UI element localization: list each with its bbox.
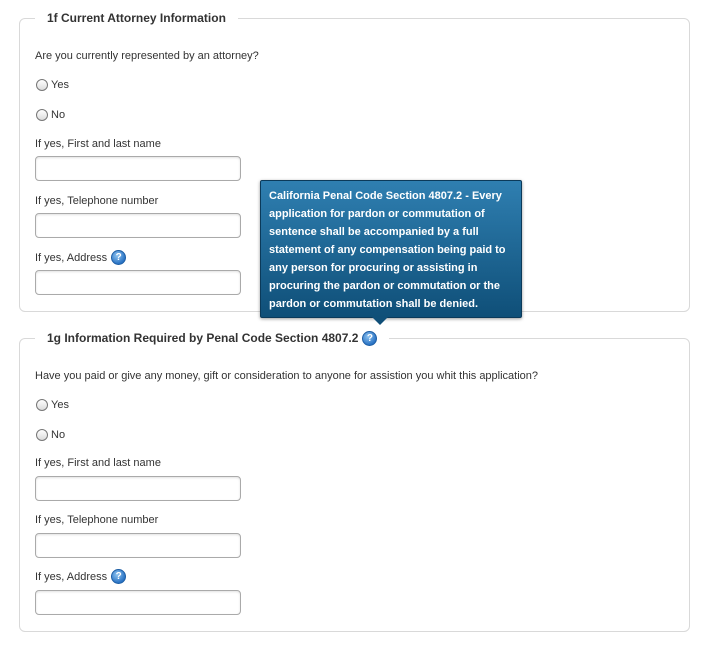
penal-code-section <box>19 331 690 632</box>
attorney-no-radio[interactable] <box>36 109 48 121</box>
section-title-text: 1f Current Attorney Information <box>47 11 226 25</box>
section-title <box>35 329 389 347</box>
address-help-icon[interactable]: ? <box>111 569 126 584</box>
attorney-yes-option[interactable] <box>36 79 69 91</box>
penal-code-help-icon[interactable]: ? <box>362 331 377 346</box>
attorney-no-label: No <box>51 109 66 121</box>
recipient-address-label-text: If yes, Address <box>35 570 108 583</box>
recipient-phone-label: If yes, Telephone number <box>35 514 159 526</box>
address-help-icon[interactable]: ? <box>111 250 126 265</box>
compensation-no-label: No <box>51 429 66 441</box>
compensation-question: Have you paid or give any money, gift or consideration to anyone for assistion you whit this application? <box>35 370 539 382</box>
section-title-text: 1g Information Required by Penal Code Section 4807.2 <box>47 331 359 345</box>
attorney-phone-label: If yes, Telephone number <box>35 195 159 207</box>
tooltip-arrow <box>372 317 388 325</box>
recipient-name-input[interactable] <box>35 476 241 501</box>
penal-code-tooltip <box>260 180 522 318</box>
attorney-address-input[interactable] <box>35 270 241 295</box>
attorney-name-input[interactable] <box>35 156 241 181</box>
compensation-yes-label: Yes <box>51 399 69 411</box>
recipient-phone-input[interactable] <box>35 533 241 558</box>
tooltip-text: California Penal Code Section 4807.2 - Every application for pardon or commutation of sentence shall be accompanied by a full statement of any compensation being paid to any person for procuring or assisting in procuring the pardon or commutation or the pardon or commutation shall be denied. <box>269 190 506 310</box>
compensation-no-radio[interactable] <box>36 429 48 441</box>
compensation-no-option[interactable] <box>36 429 65 441</box>
attorney-phone-input[interactable] <box>35 213 241 238</box>
attorney-yes-radio[interactable] <box>36 79 48 91</box>
attorney-address-label <box>35 250 126 265</box>
section-title <box>35 9 238 27</box>
attorney-question: Are you currently represented by an attorney? <box>35 50 259 62</box>
attorney-address-label-text: If yes, Address <box>35 251 108 264</box>
attorney-yes-label: Yes <box>51 79 69 91</box>
compensation-yes-radio[interactable] <box>36 399 48 411</box>
compensation-yes-option[interactable] <box>36 399 69 411</box>
attorney-no-option[interactable] <box>36 109 65 121</box>
recipient-address-label <box>35 569 126 584</box>
recipient-name-label: If yes, First and last name <box>35 457 161 469</box>
attorney-name-label: If yes, First and last name <box>35 138 161 150</box>
recipient-address-input[interactable] <box>35 590 241 615</box>
